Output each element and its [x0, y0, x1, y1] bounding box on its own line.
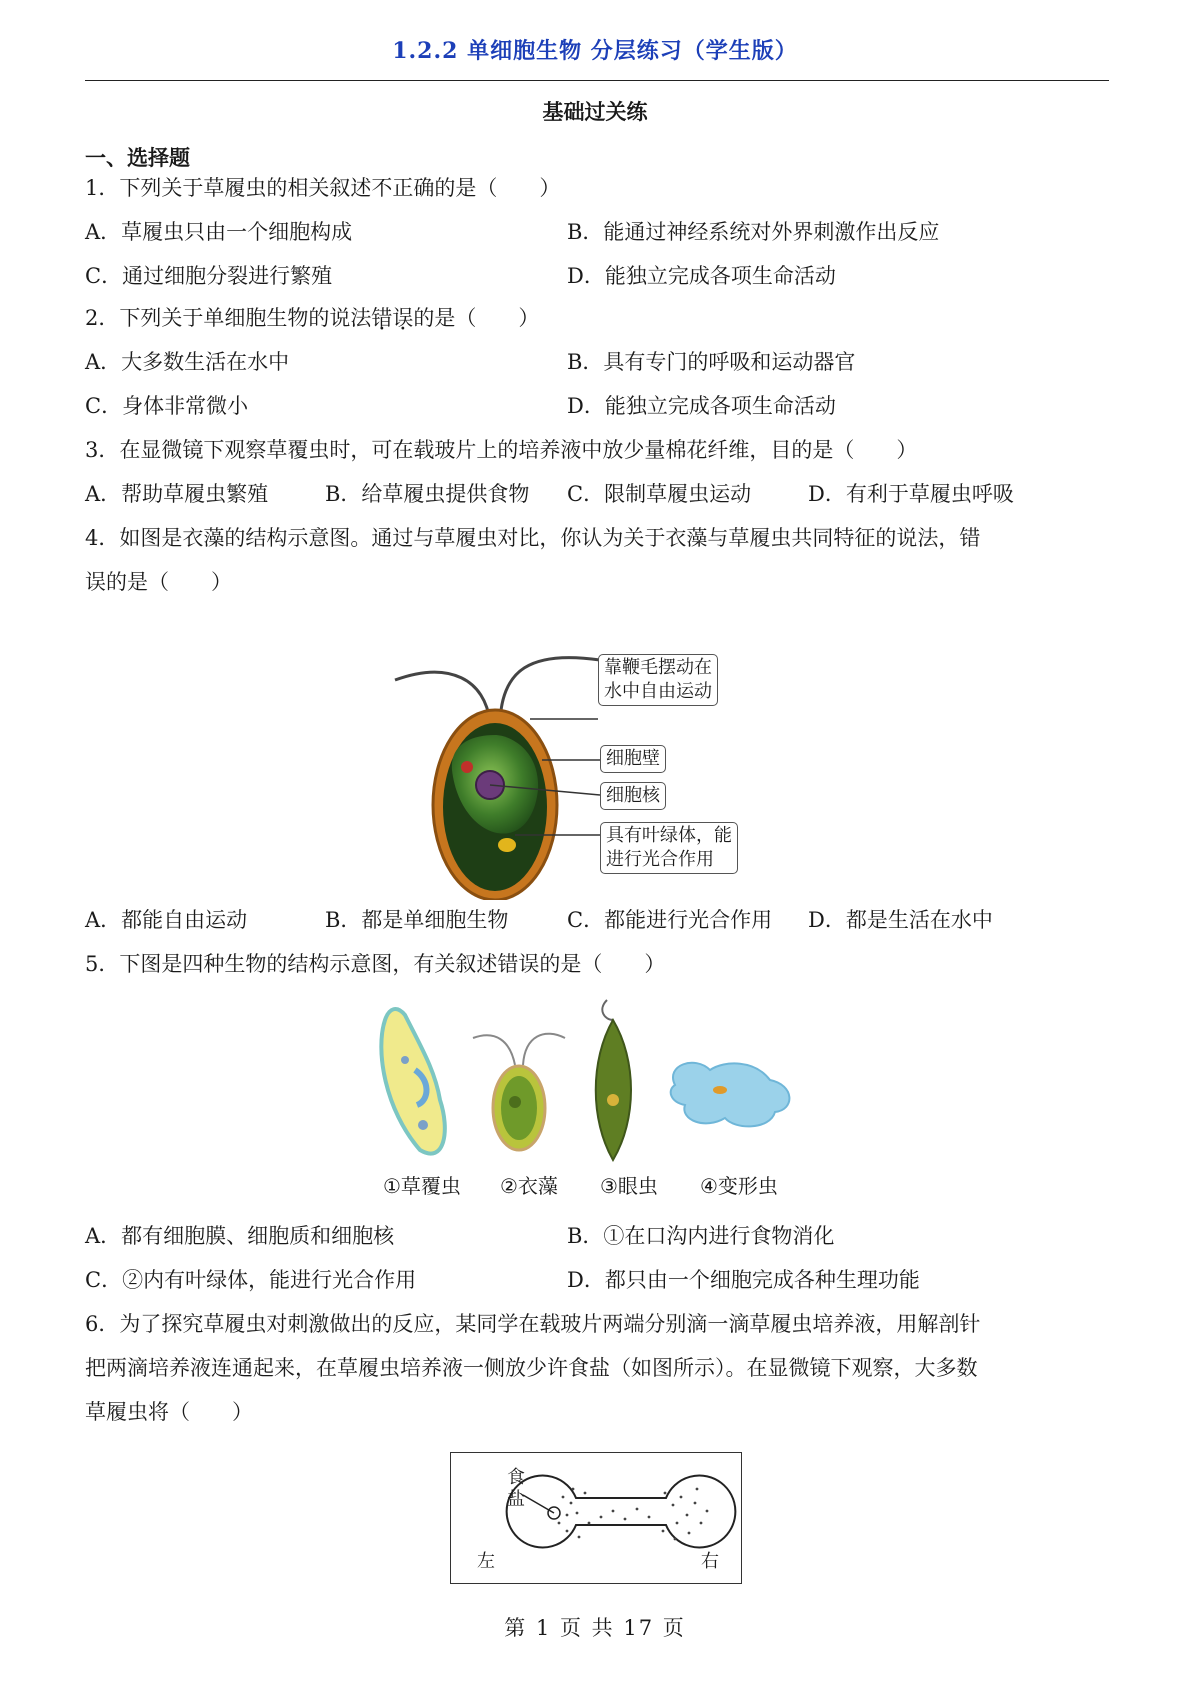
page-footer: 第 1 页 共 17 页: [504, 1616, 686, 1640]
question-3-stem: 3．在显微镜下观察草覆虫时，可在载玻片上的培养液中放少量棉花纤维，目的是（ ）: [85, 438, 918, 462]
section-title: 一、选择题: [85, 145, 190, 170]
question-5-option-d: D．都只由一个细胞完成各种生理功能: [567, 1268, 920, 1292]
chlamydomonas-figure: [390, 640, 810, 900]
question-1-option-b: B．能通过神经系统对外界刺激作出反应: [567, 220, 940, 244]
four-organisms-figure: [375, 990, 835, 1205]
question-6-stem-line-1: 6．为了探究草履虫对刺激做出的反应，某同学在载玻片两端分别滴一滴草履虫培养液，用解剖针: [85, 1312, 981, 1336]
nucleus-label: 细胞核: [600, 782, 666, 810]
question-2-option-d: D．能独立完成各项生命活动: [567, 394, 836, 418]
euglena-drawing: [596, 1000, 631, 1160]
subheading: 基础过关练: [542, 99, 648, 124]
question-1-stem: 1．下列关于草履虫的相关叙述不正确的是（ ）: [85, 176, 561, 200]
question-6-stem-line-3: 草履虫将（ ）: [85, 1400, 253, 1424]
flagellum-label: [598, 654, 718, 706]
question-4-option-c: C．都能进行光合作用: [567, 908, 773, 932]
question-2-option-c: C．身体非常微小: [85, 394, 249, 418]
question-1-option-d: D．能独立完成各项生命活动: [567, 264, 836, 288]
question-4-option-d: D．都是生活在水中: [808, 908, 993, 932]
question-2-option-b: B．具有专门的呼吸和运动器官: [567, 350, 856, 374]
question-2-stem: [85, 304, 539, 332]
left-label: 左: [477, 1551, 495, 1572]
salt-label-char-1: 食: [507, 1467, 525, 1488]
slide-experiment-figure: [450, 1452, 742, 1584]
salt-label-char-2: 盐: [507, 1489, 525, 1510]
flagellum-label-line-1: 靠鞭毛摆动在: [604, 657, 712, 678]
question-5-stem: 5．下图是四种生物的结构示意图，有关叙述错误的是（ ）: [85, 952, 666, 976]
question-1-option-a: A．草履虫只由一个细胞构成: [85, 220, 353, 244]
question-2-emphasis-2: 误: [392, 306, 414, 330]
header-divider: [85, 80, 1109, 81]
paramecium-caption: ①草覆虫: [383, 1174, 461, 1198]
page-header-title: 1.2.2 单细胞生物 分层练习（学生版）: [392, 38, 798, 64]
amoeba-caption: ④变形虫: [700, 1174, 778, 1198]
paramecium-drawing: [381, 1009, 445, 1154]
question-3-option-a: A．帮助草履虫繁殖: [85, 482, 269, 506]
question-3-option-d: D．有利于草履虫呼吸: [808, 482, 1014, 506]
question-5-option-c: C．②内有叶绿体，能进行光合作用: [85, 1268, 417, 1292]
question-6-stem-line-2: 把两滴培养液连通起来，在草履虫培养液一侧放少许食盐（如图所示）。在显微镜下观察，大多数: [85, 1356, 978, 1380]
question-2-option-a: A．大多数生活在水中: [85, 350, 290, 374]
chlamydomonas-small-drawing: [473, 1034, 565, 1150]
question-4-option-a: A．都能自由运动: [85, 908, 248, 932]
four-organisms-illustration: [375, 990, 835, 1165]
question-5-option-b: B．①在口沟内进行食物消化: [567, 1224, 835, 1248]
chloroplast-label-line-1: 具有叶绿体，能: [606, 825, 732, 846]
euglena-caption: ③眼虫: [600, 1174, 658, 1198]
flagellum-label-line-2: 水中自由运动: [604, 681, 712, 702]
chlamydomonas-caption: ②衣藻: [500, 1174, 558, 1198]
question-3-option-c: C．限制草履虫运动: [567, 482, 752, 506]
question-4-stem-line-2: 误的是（ ）: [85, 570, 232, 594]
chloroplast-label: [600, 822, 738, 874]
right-label: 右: [701, 1551, 719, 1572]
cell-wall-label: 细胞壁: [600, 745, 666, 773]
question-5-option-a: A．都有细胞膜、细胞质和细胞核: [85, 1224, 395, 1248]
question-1-option-c: C．通过细胞分裂进行繁殖: [85, 264, 333, 288]
question-2-stem-post: 的是（ ）: [413, 306, 540, 330]
amoeba-drawing: [671, 1063, 790, 1127]
question-3-option-b: B．给草履虫提供食物: [325, 482, 530, 506]
question-4-option-b: B．都是单细胞生物: [325, 908, 509, 932]
question-2-emphasis-1: 错: [371, 306, 393, 330]
question-4-stem-line-1: 4．如图是衣藻的结构示意图。通过与草履虫对比，你认为关于衣藻与草履虫共同特征的说法，错: [85, 526, 981, 550]
question-2-stem-pre: 2．下列关于单细胞生物的说法: [85, 306, 372, 330]
chloroplast-label-line-2: 进行光合作用: [606, 849, 714, 870]
